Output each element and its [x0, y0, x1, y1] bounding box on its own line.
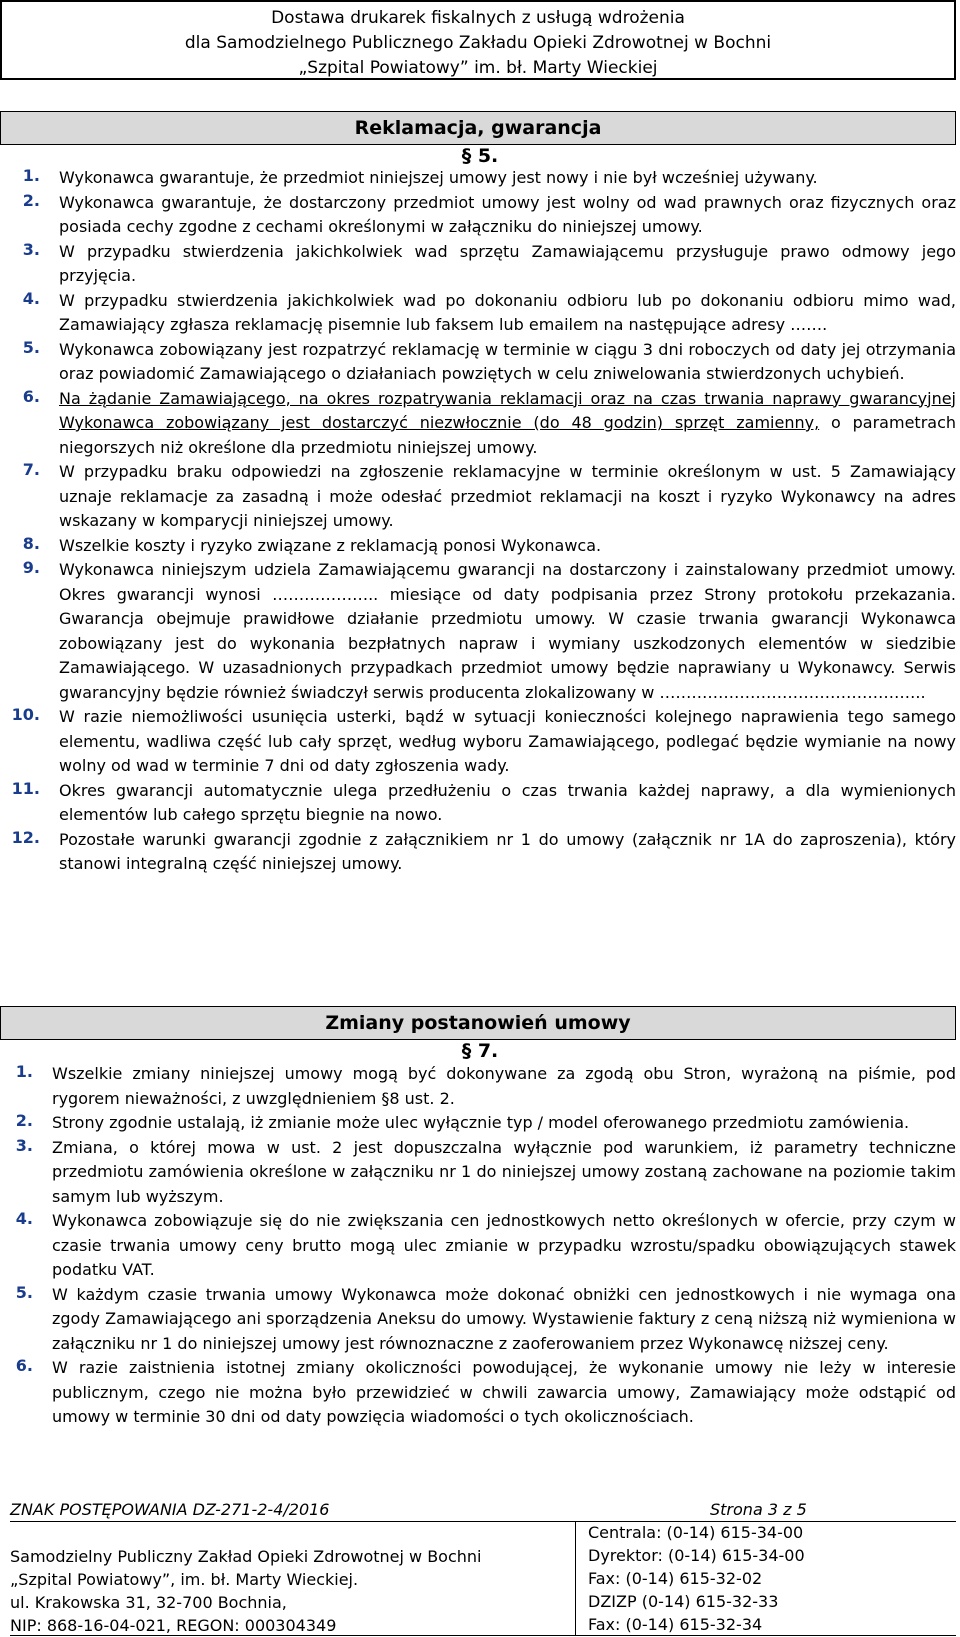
item-text: W każdym czasie trwania umowy Wykonawca może dokonać obniżki cen jednostkowych i nie wymaga ona zgody Zamawiającego ani sporządzenia Aneksu do umowy. Wystawienie faktury z ceną niższą niż wymieniona w załączniku nr 1 do niniejszej umowy jest równoznaczne z zaoferowaniem przez Wykonawcę niższej ceny.	[52, 1284, 956, 1353]
list-item	[0, 1356, 956, 1430]
list-item	[0, 460, 956, 534]
list-item	[0, 191, 956, 240]
header-line-3: „Szpital Powiatowy” im. bł. Marty Wieckiej	[298, 58, 658, 78]
list-item	[0, 558, 956, 705]
list-item	[0, 828, 956, 877]
item-number: 6.	[15, 1356, 33, 1375]
footer-case-line	[10, 1499, 956, 1522]
item-number: 9.	[22, 558, 40, 577]
item-number: 3.	[15, 1135, 33, 1155]
item-text: Pozostałe warunki gwarancji zgodnie z załącznikiem nr 1 do umowy (załącznik nr 1A do zaproszenia), który stanowi integralną część niniejszej umowy.	[59, 829, 956, 873]
list-item	[0, 1209, 956, 1283]
footer-contact-line: DZIZP (0-14) 615-32-33	[588, 1592, 779, 1611]
footer-address	[10, 1545, 481, 1637]
item-text: Okres gwarancji automatycznie ulega przedłużeniu o czas trwania każdej naprawy, a dla wymienionych elementów lub całego sprzętu biegnie na nowo.	[59, 780, 956, 824]
item-number: 2.	[15, 1111, 33, 1130]
list-item	[0, 289, 956, 338]
item-text: W przypadku stwierdzenia jakichkolwiek wad po dokonaniu odbioru lub po dokonaniu odbioru mimo wad, Zamawiający zgłasza reklamację pisemnie lub faksem lub emailem na następujące adresy …….	[59, 290, 956, 334]
list-item	[0, 338, 956, 387]
list-item	[0, 534, 956, 559]
list-item	[0, 166, 956, 191]
list-item	[0, 1111, 956, 1136]
footer-address-line: Samodzielny Publiczny Zakład Opieki Zdrowotnej w Bochni	[10, 1547, 482, 1566]
item-number: 8.	[22, 533, 40, 553]
item-number: 3.	[22, 239, 40, 259]
footer-contacts	[575, 1521, 956, 1635]
zmiany-list	[0, 1062, 956, 1430]
document-footer	[10, 1499, 956, 1635]
item-text: Wykonawca gwarantuje, że dostarczony przedmiot umowy jest wolny od wad prawnych oraz fizycznych oraz posiada cechy zgodne z cechami określonymi w załączniku do niniejszej umowy.	[59, 192, 956, 236]
list-item	[0, 779, 956, 828]
item-text: Wykonawca gwarantuje, że przedmiot niniejszej umowy jest nowy i nie był wcześniej używany.	[59, 168, 818, 187]
footer-address-line: „Szpital Powiatowy”, im. bł. Marty Wieckiej.	[10, 1570, 359, 1589]
item-number: 12.	[11, 827, 40, 847]
page-number: Strona 3 z 5	[710, 1500, 807, 1519]
item-number: 4.	[22, 288, 40, 308]
list-item	[0, 387, 956, 461]
paragraph-number-5: § 5.	[461, 145, 499, 167]
item-number: 5.	[15, 1282, 33, 1302]
header-line-1: Dostawa drukarek fiskalnych z usługą wdrożenia	[271, 8, 685, 28]
paragraph-number-7: § 7.	[461, 1040, 499, 1062]
item-text: W razie zaistnienia istotnej zmiany okoliczności powodującej, że wykonanie umowy nie leży w interesie publicznym, czego nie można było przewidzieć w chwili zawarcia umowy, Zamawiający może odstąpić od umowy w terminie 30 dni od daty powzięcia wiadomości o tych okolicznościach.	[52, 1358, 956, 1426]
item-text: Wszelkie koszty i ryzyko związane z reklamacją ponosi Wykonawca.	[59, 535, 602, 555]
item-number: 10.	[11, 705, 40, 724]
list-item	[0, 1136, 956, 1210]
item-text: Zmiana, o której mowa w ust. 2 jest dopuszczalna wyłącznie pod warunkiem, iż parametry techniczne przedmiotu zamówienia określone w załączniku nr 1 do niniejszej umowy zostaną zachowane na poziomie takim samym lub wyższym.	[52, 1137, 956, 1206]
item-text: Wykonawca zobowiązuje się do nie zwiększania cen jednostkowych netto określonych w ofercie, przy czym w czasie trwania umowy ceny brutto mogą ulec zmianie w przypadku wzrostu/spadku obowiązujących stawek podatku VAT.	[52, 1211, 956, 1279]
item-text: W przypadku stwierdzenia jakichkolwiek wad sprzętu Zamawiającemu przysługuje prawo odmowy jego przyjęcia.	[59, 241, 956, 285]
reklamacja-list	[0, 166, 956, 877]
item-number: 1.	[22, 166, 40, 185]
item-text: Strony zgodnie ustalają, iż zmianie może ulec wyłącznie typ / model oferowanego przedmiotu zamówienia.	[52, 1113, 910, 1132]
list-item	[0, 1283, 956, 1357]
header-line-2: dla Samodzielnego Publicznego Zakładu Opieki Zdrowotnej w Bochni	[184, 33, 772, 53]
list-item	[0, 705, 956, 779]
item-text-rest: o parametrach niegorszych niż określone dla przedmiotu niniejszej umowy.	[59, 413, 957, 457]
item-text	[59, 387, 956, 461]
item-number: 1.	[15, 1062, 33, 1081]
item-text: Wykonawca zobowiązany jest rozpatrzyć reklamację w terminie w ciągu 3 dni roboczych od daty jej otrzymania oraz powiadomić Zamawiającego o działaniach powziętych w celu zniwelowania stwierdzonych uchybień.	[59, 339, 956, 383]
item-number: 11.	[11, 778, 40, 798]
footer-contact-line: Centrala: (0-14) 615-34-00	[588, 1523, 804, 1542]
document-header	[0, 0, 956, 80]
item-text: Wszelkie zmiany niniejszej umowy mogą być dokonywane za zgodą obu Stron, wyrażoną na piśmie, pod rygorem nieważności, z uwzględnieniem §8 ust. 2.	[52, 1064, 956, 1108]
item-number: 6.	[22, 386, 40, 406]
item-text: Wykonawca niniejszym udziela Zamawiającemu gwarancji na dostarczony i zainstalowany przedmiot umowy. Okres gwarancji wynosi ……………….. miesiące od daty podpisania przez Strony protokołu przekazania. Gwarancja obejmuje prawidłowe działanie przedmiotu umowy. W czasie trwania gwarancji Wykonawca zobowiązany jest do wykonania bezpłatnych napraw i wymiany uszkodzonych elementów w siedzibie Zamawiającego. W uzasadnionych przypadkach przedmiot umowy będzie naprawiany u Wykonawcy. Serwis gwarancyjny będzie również świadczył serwis producenta zlokalizowany w …………………………………………..	[59, 560, 956, 702]
footer-divider	[10, 1635, 956, 1636]
list-item	[0, 240, 956, 289]
footer-contact-line: Fax: (0-14) 615-32-34	[588, 1615, 763, 1634]
item-number: 7.	[22, 460, 40, 479]
item-number: 2.	[22, 190, 40, 210]
section-title-reklamacja: Reklamacja, gwarancja	[0, 111, 956, 145]
footer-contact-line: Fax: (0-14) 615-32-02	[588, 1569, 763, 1588]
footer-address-line: ul. Krakowska 31, 32-700 Bochnia,	[10, 1593, 287, 1612]
list-item	[0, 1062, 956, 1111]
item-number: 5.	[22, 337, 40, 357]
footer-address-line: NIP: 868-16-04-021, REGON: 000304349	[10, 1616, 337, 1635]
footer-contact-line: Dyrektor: (0-14) 615-34-00	[588, 1546, 805, 1565]
item-text: W razie niemożliwości usunięcia usterki, bądź w sytuacji konieczności kolejnego naprawienia tego samego elementu, wadliwa część lub cały sprzęt, według wyboru Zamawiającego, podlegać będzie wymianie na nowy wolny od wad w terminie 7 dni od daty zgłoszenia wady.	[59, 707, 956, 775]
case-number: ZNAK POSTĘPOWANIA DZ-271-2-4/2016	[10, 1500, 330, 1519]
item-number: 4.	[15, 1209, 33, 1228]
underlined-text: Na żądanie Zamawiającego, na okres rozpatrywania reklamacji oraz na czas trwania naprawy gwarancyjnej Wykonawca zobowiązany jest dostarczyć niezwłocznie (do 48 godzin) sprzęt zamienny,	[59, 388, 956, 432]
item-text: W przypadku braku odpowiedzi na zgłoszenie reklamacyjne w terminie określonym w ust. 5 Zamawiający uznaje reklamacje za zasadną i może odesłać przedmiot reklamacji na koszt i ryzyko Wykonawcy na adres wskazany w komparycji niniejszej umowy.	[59, 462, 956, 530]
section-title-zmiany: Zmiany postanowień umowy	[0, 1006, 956, 1040]
